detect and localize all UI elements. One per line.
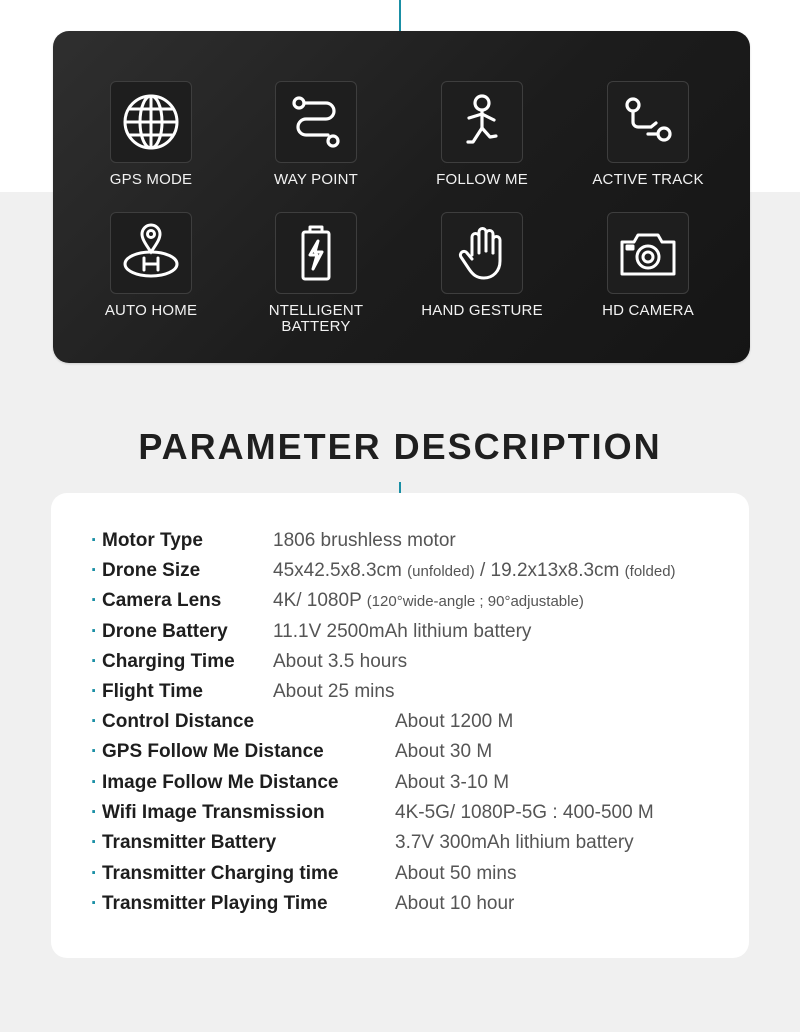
bullet: · [91,651,98,672]
param-value: About 10 hour [395,893,515,914]
bullet: · [91,530,98,551]
feature-label: FOLLOW ME [436,171,528,188]
bullet: · [91,590,98,611]
bullet: · [91,621,98,642]
param-row [91,798,741,828]
bullet: · [91,741,98,762]
param-row [91,556,741,586]
param-name: Image Follow Me Distance [102,772,339,793]
param-value: About 30 M [395,741,493,762]
running-person-icon [441,81,523,163]
param-value: 4K/ 1080P (120°wide-angle ; 90°adjustable) [273,590,584,611]
param-value: About 50 mins [395,863,517,884]
param-name: Transmitter Charging time [102,863,339,884]
param-value: 1806 brushless motor [273,530,456,551]
param-name: Charging Time [102,651,235,672]
bullet: · [91,893,98,914]
param-value: 3.7V 300mAh lithium battery [395,832,634,853]
param-row [91,737,741,767]
bullet: · [91,832,98,853]
feature-label: NTELLIGENT BATTERY [268,302,364,335]
feature-auto-home [71,212,231,319]
feature-label: HAND GESTURE [421,302,543,319]
param-name: Control Distance [102,711,255,732]
section-title: PARAMETER DESCRIPTION [138,426,662,467]
feature-gps-mode [71,81,231,188]
bullet: · [91,802,98,823]
bullet: · [91,772,98,793]
param-row [91,526,741,556]
feature-label: AUTO HOME [104,302,198,319]
param-name: Drone Size [102,560,201,581]
param-row [91,677,741,707]
feature-intelligent-battery [236,212,396,335]
feature-label: ACTIVE TRACK [592,171,704,188]
feature-hd-camera [568,212,728,319]
home-pin-icon [110,212,192,294]
param-name: Flight Time [102,681,203,702]
bullet: · [91,681,98,702]
param-value: About 3.5 hours [273,651,408,672]
bullet: · [91,863,98,884]
param-row [91,889,741,919]
param-value: About 1200 M [395,711,514,732]
param-name: Drone Battery [102,621,228,642]
param-value: About 25 mins [273,681,395,702]
param-row [91,707,741,737]
feature-way-point [236,81,396,188]
param-row [91,617,741,647]
bullet: · [91,560,98,581]
battery-icon [275,212,357,294]
camera-icon [607,212,689,294]
globe-icon [110,81,192,163]
feature-label: HD CAMERA [602,302,694,319]
param-row [91,828,741,858]
feature-follow-me [402,81,562,188]
param-value: About 3-10 M [395,772,510,793]
feature-hand-gesture [402,212,562,319]
param-name: Transmitter Battery [102,832,277,853]
hand-icon [441,212,523,294]
param-name: Wifi Image Transmission [102,802,325,823]
param-name: Camera Lens [102,590,222,611]
param-name: Motor Type [102,530,203,551]
bullet: · [91,711,98,732]
track-path-icon [607,81,689,163]
parameter-card [51,493,749,958]
param-name: GPS Follow Me Distance [102,741,324,762]
feature-active-track [568,81,728,188]
param-row [91,647,741,677]
route-icon [275,81,357,163]
param-row [91,859,741,889]
param-value: 45x42.5x8.3cm (unfolded) / 19.2x13x8.3cm (folded) [273,560,676,581]
feature-panel [53,31,750,363]
param-value: 11.1V 2500mAh lithium battery [273,621,532,642]
feature-label: WAY POINT [273,171,359,188]
param-row [91,586,741,616]
param-row [91,768,741,798]
feature-label: GPS MODE [109,171,193,188]
param-value: 4K-5G/ 1080P-5G : 400-500 M [395,802,654,823]
param-name: Transmitter Playing Time [102,893,328,914]
